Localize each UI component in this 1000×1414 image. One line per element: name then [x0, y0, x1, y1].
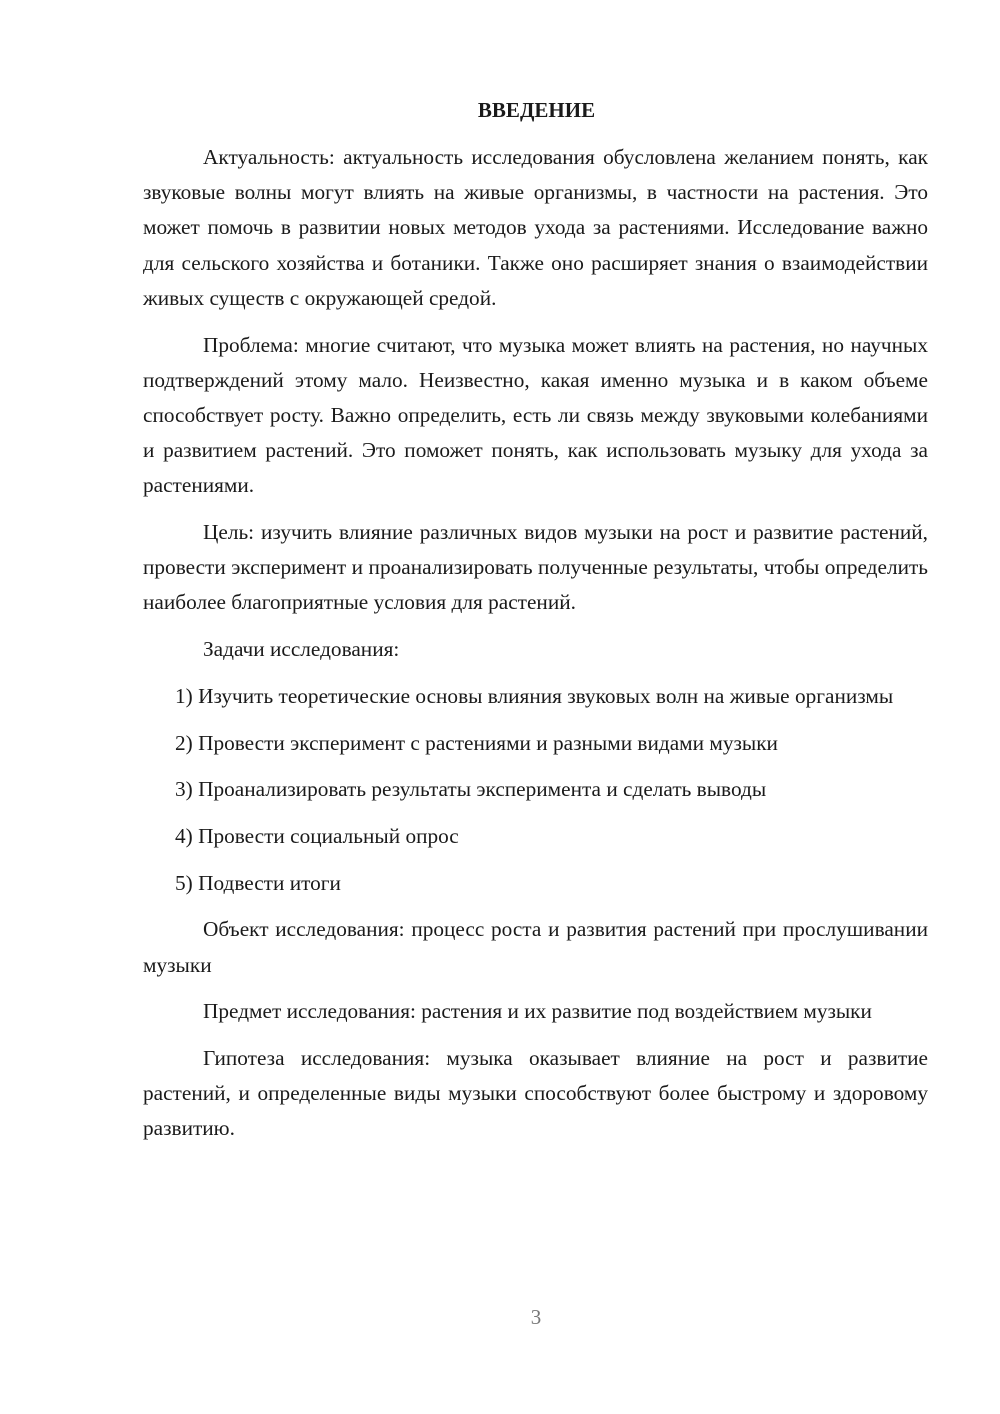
task-item: 5) Подвести итоги	[175, 870, 341, 895]
object-paragraph: Объект исследования: процесс роста и развития растений при прослушивании музыки	[143, 917, 928, 977]
document-page	[143, 96, 928, 1158]
task-item: 2) Провести эксперимент с растениями и разными видами музыки	[175, 730, 778, 755]
task-item: 1) Изучить теоретические основы влияния звуковых волн на живые организмы	[175, 683, 894, 708]
problem-paragraph: Проблема: многие считают, что музыка может влиять на растения, но научных подтверждений этому мало. Неизвестно, какая именно музыка и в каком объеме способствует росту. Важно определить, есть ли связь между звуковыми колебаниями и развитием растений. Это поможет понять, как использовать музыку для ухода за растениями.	[143, 332, 928, 498]
goal-paragraph: Цель: изучить влияние различных видов музыки на рост и развитие растений, провести эксперимент и проанализировать полученные результаты, чтобы определить наиболее благоприятные условия для растений.	[143, 520, 928, 615]
task-item: 3) Проанализировать результаты эксперимента и сделать выводы	[175, 777, 767, 802]
hypothesis-paragraph: Гипотеза исследования: музыка оказывает влияние на рост и развитие растений, и определенные виды музыки способствуют более быстрому и здоровому развитию.	[143, 1045, 928, 1141]
subject-paragraph: Предмет исследования: растения и их развитие под воздействием музыки	[203, 999, 872, 1024]
page-number: 3	[530, 1305, 542, 1329]
task-item: 4) Провести социальный опрос	[175, 823, 459, 848]
section-title: ВВЕДЕНИЕ	[477, 98, 596, 122]
tasks-heading: Задачи исследования:	[203, 637, 400, 662]
relevance-paragraph: Актуальность: актуальность исследования обусловлена желанием понять, как звуковые волны могут влиять на живые организмы, в частности на растения. Это может помочь в развитии новых методов ухода за растениями. Исследование важно для сельского хозяйства и ботаники. Также оно расширяет знания о взаимодействии живых существ с окружающей средой.	[143, 145, 928, 310]
